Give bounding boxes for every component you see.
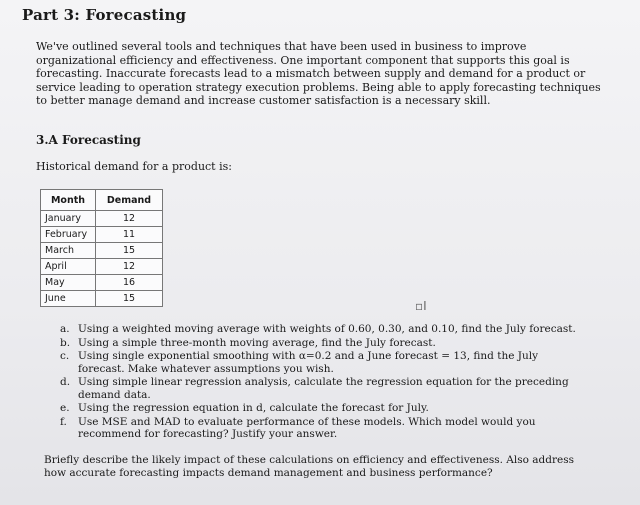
month-cell: May [41, 275, 96, 291]
text-cursor-icon: ▫I [415, 299, 427, 313]
question-text: Using single exponential smoothing with α=0.2 and a June forecast = 13, find the July forecast. Make whatever assumptions you wish. [78, 350, 539, 375]
question-label: e. [60, 402, 70, 414]
question-item [56, 337, 586, 350]
column-header-demand: Demand [96, 190, 163, 211]
closing-question: Briefly describe the likely impact of these calculations on efficiency and effectiveness. Also address how accurate forecasting impacts demand management and business performance? [44, 454, 574, 479]
question-text: Using the regression equation in d, calculate the forecast for July. [78, 402, 429, 414]
month-cell: March [41, 243, 96, 259]
demand-cell: 15 [96, 243, 163, 259]
table-row [41, 243, 163, 259]
question-label: a. [60, 323, 70, 335]
question-label: d. [60, 376, 71, 388]
section-heading: 3.A Forecasting [36, 133, 141, 147]
month-cell: February [41, 227, 96, 243]
demand-cell: 11 [96, 227, 163, 243]
table-row [41, 211, 163, 227]
demand-cell: 12 [96, 211, 163, 227]
question-text: Using a weighted moving average with weights of 0.60, 0.30, and 0.10, find the July forecast. [78, 323, 576, 335]
question-item [56, 376, 586, 401]
question-item [56, 402, 586, 415]
table-row [41, 227, 163, 243]
intro-paragraph: We've outlined several tools and techniques that have been used in business to improve organizational efficiency and effectiveness. One important component that supports this goal is forecasting. Inaccurate forecasts lead to a mismatch between supply and demand for a product or service leading to operation strategy execution problems. Being able to apply forecasting techniques to better manage demand and increase customer satisfaction is a necessary skill. [36, 40, 601, 107]
table-row [41, 275, 163, 291]
question-label: b. [60, 336, 71, 349]
table-row [41, 291, 163, 307]
table-lead-text: Historical demand for a product is: [36, 160, 232, 173]
demand-cell: 12 [96, 259, 163, 275]
demand-cell: 16 [96, 275, 163, 291]
question-text: Using a simple three-month moving average, find the July forecast. [78, 336, 436, 349]
month-cell: January [41, 211, 96, 227]
question-item [56, 416, 586, 441]
question-list [56, 323, 586, 442]
question-text: Use MSE and MAD to evaluate performance of these models. Which model would you recommend for forecasting? Justify your answer. [78, 415, 536, 440]
column-header-month: Month [41, 190, 96, 211]
table-header-row [41, 190, 163, 211]
demand-table [40, 189, 163, 307]
month-cell: April [41, 259, 96, 275]
month-cell: June [41, 291, 96, 307]
question-item [56, 323, 586, 336]
question-text: Using simple linear regression analysis, calculate the regression equation for the preceding demand data. [78, 376, 569, 401]
table-row [41, 259, 163, 275]
question-item [56, 350, 586, 375]
demand-cell: 15 [96, 291, 163, 307]
page-title: Part 3: Forecasting [22, 6, 187, 24]
question-label: f. [60, 415, 67, 428]
question-label: c. [60, 350, 70, 362]
